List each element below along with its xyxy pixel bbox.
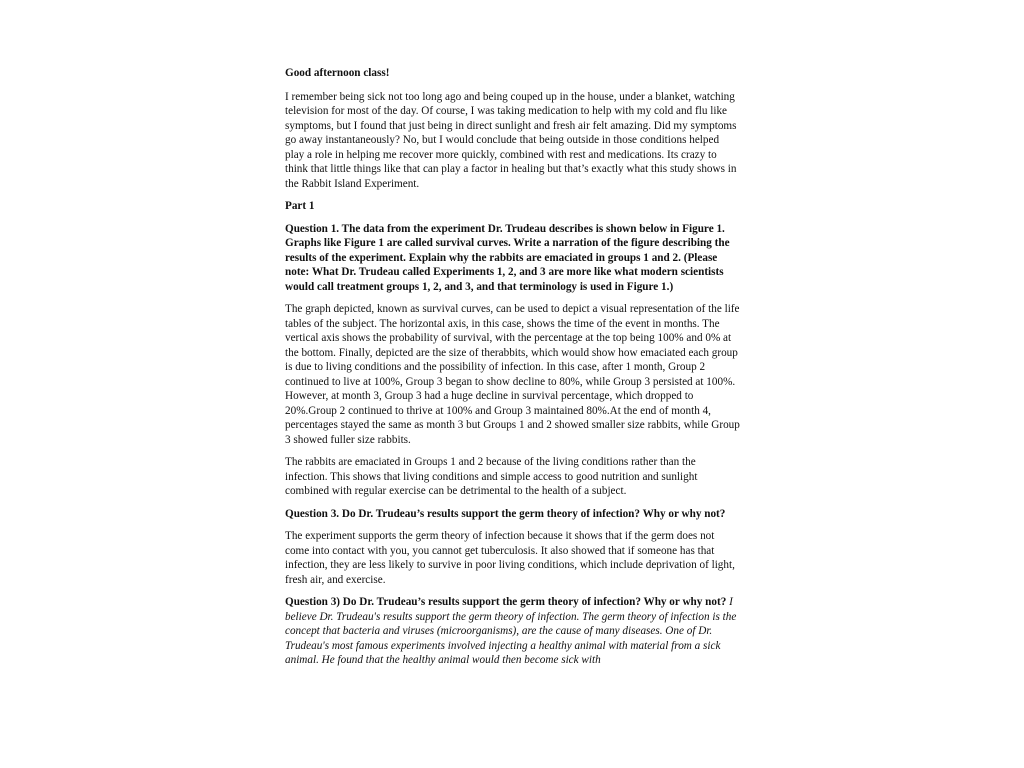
answer-1-paragraph-2: The rabbits are emaciated in Groups 1 and 2 because of the living conditions rather than the infection. This shows that living conditions and simple access to good nutrition and sunlight combined with regular exercise can be detrimental to the health of a subject. [285, 456, 698, 497]
document-page [285, 66, 740, 676]
part-heading: Part 1 [285, 200, 315, 212]
greeting-heading: Good afternoon class! [285, 67, 390, 79]
question-3: Question 3. Do Dr. Trudeau’s results support the germ theory of infection? Why or why not? [285, 507, 726, 520]
answer-1-paragraph-1: The graph depicted, known as survival curves, can be used to depict a visual representation of the life tables of the subject. The horizontal axis, in this case, shows the time of the event in months. The vertical axis shows the probability of survival, with the percentage at the top being 100% and 0% at the bottom. Finally, depicted are the size of therabbits, which would show how emaciated each group is due to living conditions and the possibility of infection. In this case, after 1 month, Group 2 continued to live at 100%, Group 3 began to show decline to 80%, while Group 3 persisted at 100%. However, at month 3, Group 3 had a huge decline in survival percentage, which dropped to 20%.Group 2 continued to thrive at 100% and Group 3 maintained 80%.At the end of month 4, percentages stayed the same as month 3 but Groups 1 and 2 showed smaller size rabbits, while Group 3 showed fuller size rabbits. [285, 303, 740, 446]
answer-3-italic: I believe Dr. Trudeau's results support the germ theory of infection. The germ theory of infection is the concept that bacteria and viruses (microorganisms), are the cause of many diseases. One of Dr. Trudeau's most famous experiments involved injecting a healthy animal with material from a sick animal. He found that the healthy animal would then become sick with [285, 596, 737, 666]
question-3-response [285, 595, 740, 668]
question-1: Question 1. The data from the experiment Dr. Trudeau describes is shown below in Figure 1. Graphs like Figure 1 are called survival curves. Write a narration of the figure describing the results of the experiment. Explain why the rabbits are emaciated in groups 1 and 2. (Please note: What Dr. Trudeau called Experiments 1, 2, and 3 are more like what modern scientists would call treatment groups 1, 2, and 3, and that terminology is used in Figure 1.) [285, 222, 730, 293]
question-3-repeat: Question 3) Do Dr. Trudeau’s results support the germ theory of infection? Why or why not? [285, 596, 727, 608]
intro-paragraph: I remember being sick not too long ago and being couped up in the house, under a blanket, watching television for most of the day. Of course, I was taking medication to help with my cold and flu like symptoms, but I found that just being in direct sunlight and fresh air felt amazing. Did my symptoms go away instantaneously? No, but I would conclude that being outside in those conditions helped play a role in helping me recover more quickly, combined with rest and medications. Its crazy to think that little things like that can play a factor in healing but that’s exactly what this study shows in the Rabbit Island Experiment. [285, 90, 737, 190]
answer-3-paragraph: The experiment supports the germ theory of infection because it shows that if the germ does not come into contact with you, you cannot get tuberculosis. It also showed that if someone has that infection, they are less likely to survive in poor living conditions, which include deprivation of light, fresh air, and exercise. [285, 530, 735, 586]
